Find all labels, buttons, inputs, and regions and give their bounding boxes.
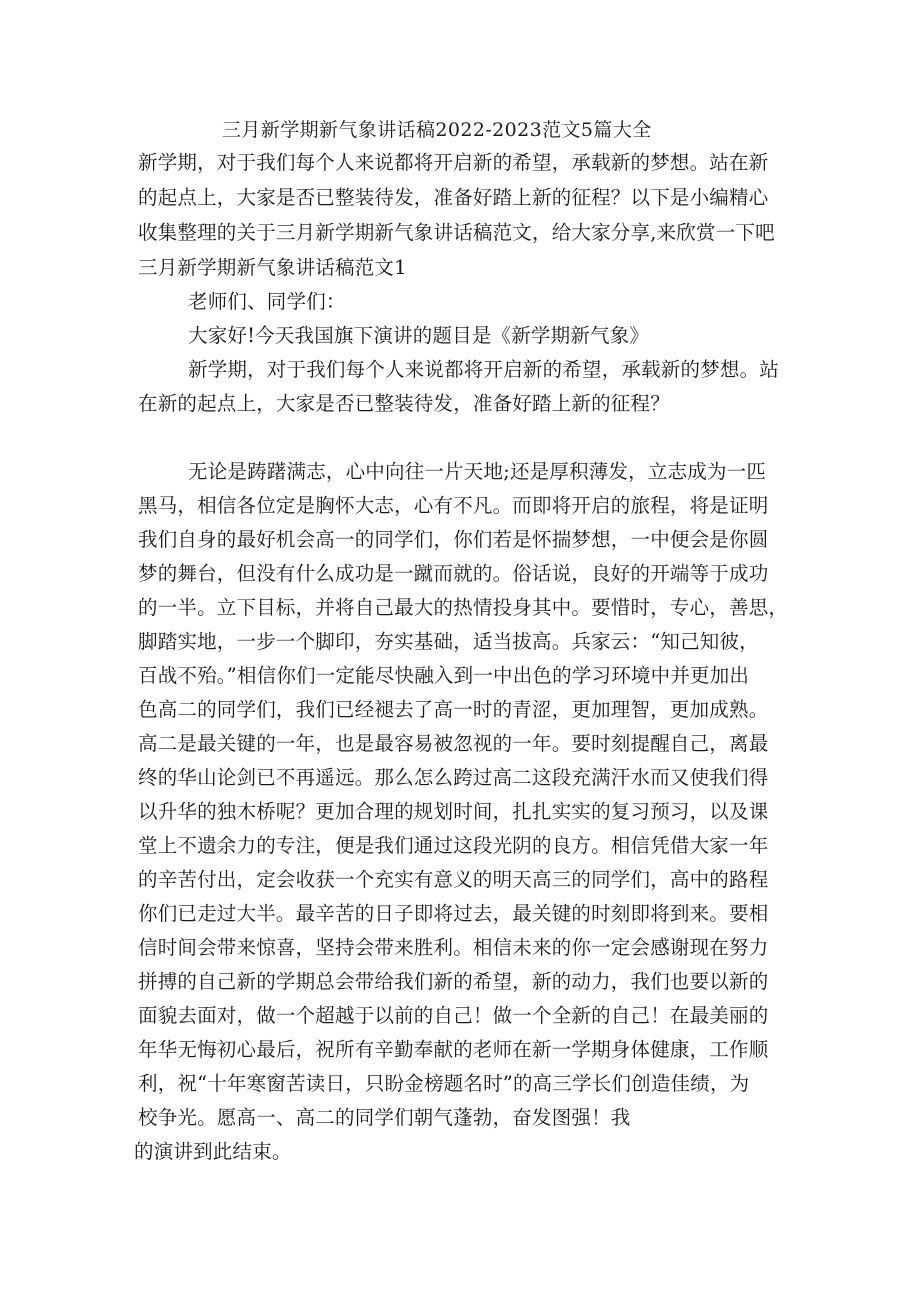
section-heading: 三月新学期新气象讲话稿范文1: [138, 256, 407, 279]
paragraph-2-line-20: 校争光。愿高一、高二的同学们朝气蓬勃，奋发图强！我: [138, 1106, 631, 1129]
paragraph-2-line-5: 的一半。立下目标，并将自己最大的热情投身其中。要惜时，专心，善思，: [138, 596, 789, 619]
paragraph-2-line-4: 梦的舞台，但没有什么成功是一蹴而就的。俗话说，良好的开端等于成功: [138, 562, 769, 585]
paragraph-2-line-14: 你们已走过大半。最辛苦的日子即将过去，最关键的时刻即将到来。要相: [138, 902, 769, 925]
paragraph-2-line-12: 堂上不遗余力的专注，便是我们通过这段光阴的良方。相信凭借大家一年: [138, 834, 769, 857]
paragraph-2-line-2: 黑马，相信各位定是胸怀大志，心有不凡。而即将开启的旅程，将是证明: [138, 494, 769, 517]
opening-line: 大家好!今天我国旗下演讲的题目是《新学期新气象》: [188, 324, 650, 347]
intro-line-2: 的起点上，大家是否已整装待发，准备好踏上新的征程？以下是小编精心: [138, 186, 769, 209]
paragraph-2-line-15: 信时间会带来惊喜，坚持会带来胜利。相信未来的你一定会感谢现在努力: [138, 936, 769, 959]
closing-line: 的演讲到此结束。: [134, 1140, 292, 1163]
paragraph-2-line-1: 无论是踌躇满志，心中向往一片天地;还是厚积薄发，立志成为一匹: [188, 460, 767, 483]
paragraph-2-line-10: 终的华山论剑已不再遥远。那么怎么跨过高二这段充满汗水而又使我们得: [138, 766, 769, 789]
paragraph-2-line-3: 我们自身的最好机会高一的同学们，你们若是怀揣梦想，一中便会是你圆: [138, 528, 769, 551]
paragraph-2-line-16: 拼搏的自己新的学期总会带给我们新的希望，新的动力，我们也要以新的: [138, 970, 769, 993]
paragraph-2-line-19: 利，祝“十年寒窗苦读日，只盼金榜题名时”的高三学长们创造佳绩，为: [138, 1072, 750, 1095]
paragraph-2-line-7: 百战不殆。”相信你们一定能尽快融入到一中出色的学习环境中并更加出: [138, 664, 750, 687]
greeting: 老师们、同学们：: [188, 290, 346, 313]
paragraph-2-line-17: 面貌去面对，做一个超越于以前的自己！做一个全新的自己！在最美丽的: [138, 1004, 769, 1027]
document-title: 三月新学期新气象讲话稿2022-2023范文5篇大全: [222, 119, 652, 141]
paragraph-2-line-11: 以升华的独木桥呢？更加合理的规划时间，扎扎实实的复习预习，以及课: [138, 800, 769, 823]
paragraph-2-line-8: 色高二的同学们，我们已经褪去了高一时的青涩，更加理智，更加成熟。: [138, 698, 769, 721]
paragraph-1-line-2: 在新的起点上，大家是否已整装待发，准备好踏上新的征程？: [138, 392, 670, 415]
paragraph-1-line-1: 新学期，对于我们每个人来说都将开启新的希望，承载新的梦想。站: [188, 358, 780, 381]
intro-line-3: 收集整理的关于三月新学期新气象讲话稿范文，给大家分享,来欣赏一下吧: [138, 221, 775, 244]
paragraph-2-line-13: 的辛苦付出，定会收获一个充实有意义的明天高三的同学们，高中的路程: [138, 868, 769, 891]
intro-line-1: 新学期，对于我们每个人来说都将开启新的希望，承载新的梦想。站在新: [138, 151, 769, 174]
paragraph-2-line-18: 年华无悔初心最后，祝所有辛勤奉献的老师在新一学期身体健康，工作顺: [138, 1038, 769, 1061]
paragraph-2-line-9: 高二是最关键的一年，也是最容易被忽视的一年。要时刻提醒自己，离最: [138, 732, 769, 755]
paragraph-2-line-6: 脚踏实地，一步一个脚印，夯实基础，适当拔高。兵家云：“知己知彼，: [138, 630, 759, 653]
